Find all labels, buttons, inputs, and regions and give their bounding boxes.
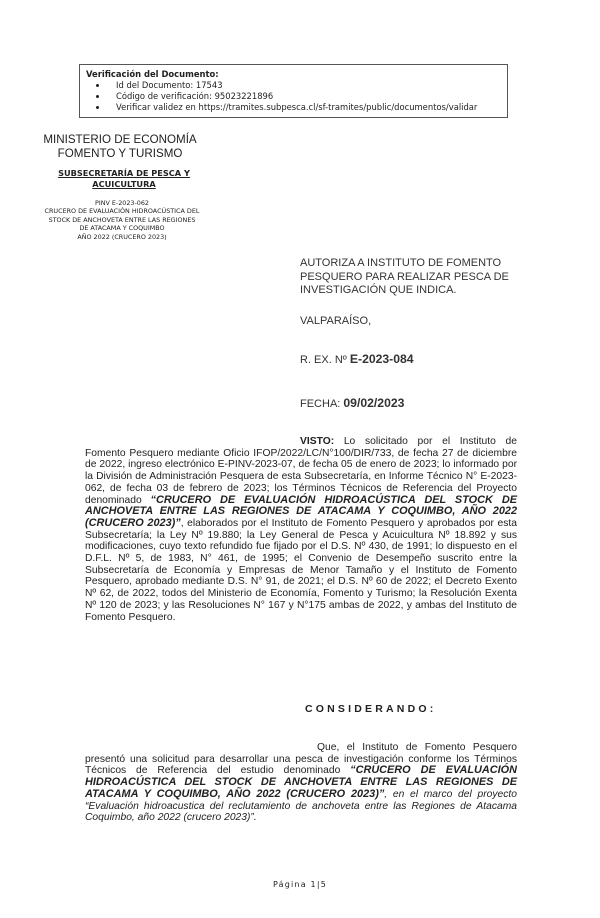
subsecretaria-name: SUBSECRETARÍA DE PESCA Y ACUICULTURA bbox=[58, 168, 190, 189]
place: VALPARAÍSO, bbox=[300, 315, 372, 327]
reference-block: PINV E-2023-062 CRUCERO DE EVALUACIÓN HIDROACÚSTICA DEL STOCK DE ANCHOVETA ENTRE LAS REGIONES DE ATACAMA Y COQUIMBO AÑO 2022 (CRUCERO 2023) bbox=[44, 199, 200, 241]
verification-box bbox=[79, 64, 508, 118]
verification-list bbox=[86, 80, 501, 113]
project-title: “CRUCERO DE EVALUACIÓN HIDROACÚSTICA DEL STOCK DE ANCHOVETA ENTRE LAS REGIONES DE ATACAMA Y COQUIMBO, AÑO 2022 (CRUCERO 2023)” bbox=[85, 493, 517, 529]
resolution-number: R. EX. Nº E-2023-084 bbox=[300, 352, 414, 366]
verification-title: Verificación del Documento: bbox=[86, 69, 219, 79]
considerando-paragraph: Que, el Instituto de Fomento Pesquero presentó una solicitud para desarrollar una pesca de investigación conforme los Términos Técnicos de Referencia del estudio denominado “CRUCERO DE EVALUACIÓN HIDROACÚSTICA DEL STOCK DE ANCHOVETA ENTRE LAS REGIONES DE ATACAMA Y COQUIMBO, AÑO 2022 (CRUCERO 2023)”, en el marco del proyecto “Evaluación hidroacustica del reclutamiento de anchoveta entre las Regiones de Atacama Coquimbo, año 2022 (crucero 2023)”. bbox=[85, 742, 517, 824]
visto-paragraph: VISTO: Lo solicitado por el Instituto de Fomento Pesquero mediante Oficio IFOP/2022/LC/N°100/DIR/733, de fecha 27 de diciembre de 2022, ingreso electrónico E-PINV-2023-07, de fecha 05 de enero de 2023; lo informado por la División de Administración Pesquera de esta Subsecretaría, en Informe Técnico N° E-2023-062, de fecha 03 de febrero de 2023; los Términos Técnicos de Referencia del Proyecto denominado “CRUCERO DE EVALUACIÓN HIDROACÚSTICA DEL STOCK DE ANCHOVETA ENTRE LAS REGIONES DE ATACAMA Y COQUIMBO, AÑO 2022 (CRUCERO 2023)”, elaborados por el Instituto de Fomento Pesquero y aprobados por esta Subsecretaría; la Ley Nº 19.880; la Ley General de Pesca y Acuicultura Nº 18.892 y sus modificaciones, cuyo texto refundido fue fijado por el D.S. Nº 430, de 1991; lo dispuesto en el D.F.L. Nº 5, de 1983, N° 461, de 1995; el Convenio de Desempeño suscrito entre la Subsecretaría de Economía y Empresas de Menor Tamaño y el Instituto de Fomento Pesquero, aprobado mediante D.S. N° 91, de 2021; el D.S. Nº 60 de 2022; el Decreto Exento Nº 62, de 2022, todos del Ministerio de Economía, Fomento y Turismo; la Resolución Exenta Nº 120 de 2023; y las Resoluciones N° 167 y N°175 ambas de 2022, y ambas del Instituto de Fomento Pesquero. bbox=[85, 436, 517, 623]
study-title: “CRUCERO DE EVALUACIÓN HIDROACÚSTICA DEL STOCK DE ANCHOVETA ENTRE LAS REGIONES DE ATACAMA Y COQUIMBO, AÑO 2022 (CRUCERO 2023)” bbox=[85, 764, 517, 800]
page-number: Página 1|5 bbox=[272, 880, 328, 889]
resolution-summary: AUTORIZA A INSTITUTO DE FOMENTO PESQUERO PARA REALIZAR PESCA DE INVESTIGACIÓN QUE INDICA. bbox=[300, 257, 509, 296]
verification-code: • Código de verificación: 95023221896 bbox=[108, 91, 501, 102]
visto-label: VISTO: bbox=[300, 436, 335, 447]
verification-id: • Id del Documento: 17543 bbox=[108, 80, 501, 91]
considerando-heading: CONSIDERANDO: bbox=[305, 703, 437, 715]
verification-url[interactable]: • Verificar validez en https://tramites.subpesca.cl/sf-tramites/public/documentos/validar bbox=[108, 102, 501, 113]
ministry-name: MINISTERIO DE ECONOMÍA FOMENTO Y TURISMO bbox=[43, 133, 197, 160]
resolution-date: FECHA: 09/02/2023 bbox=[300, 396, 405, 410]
